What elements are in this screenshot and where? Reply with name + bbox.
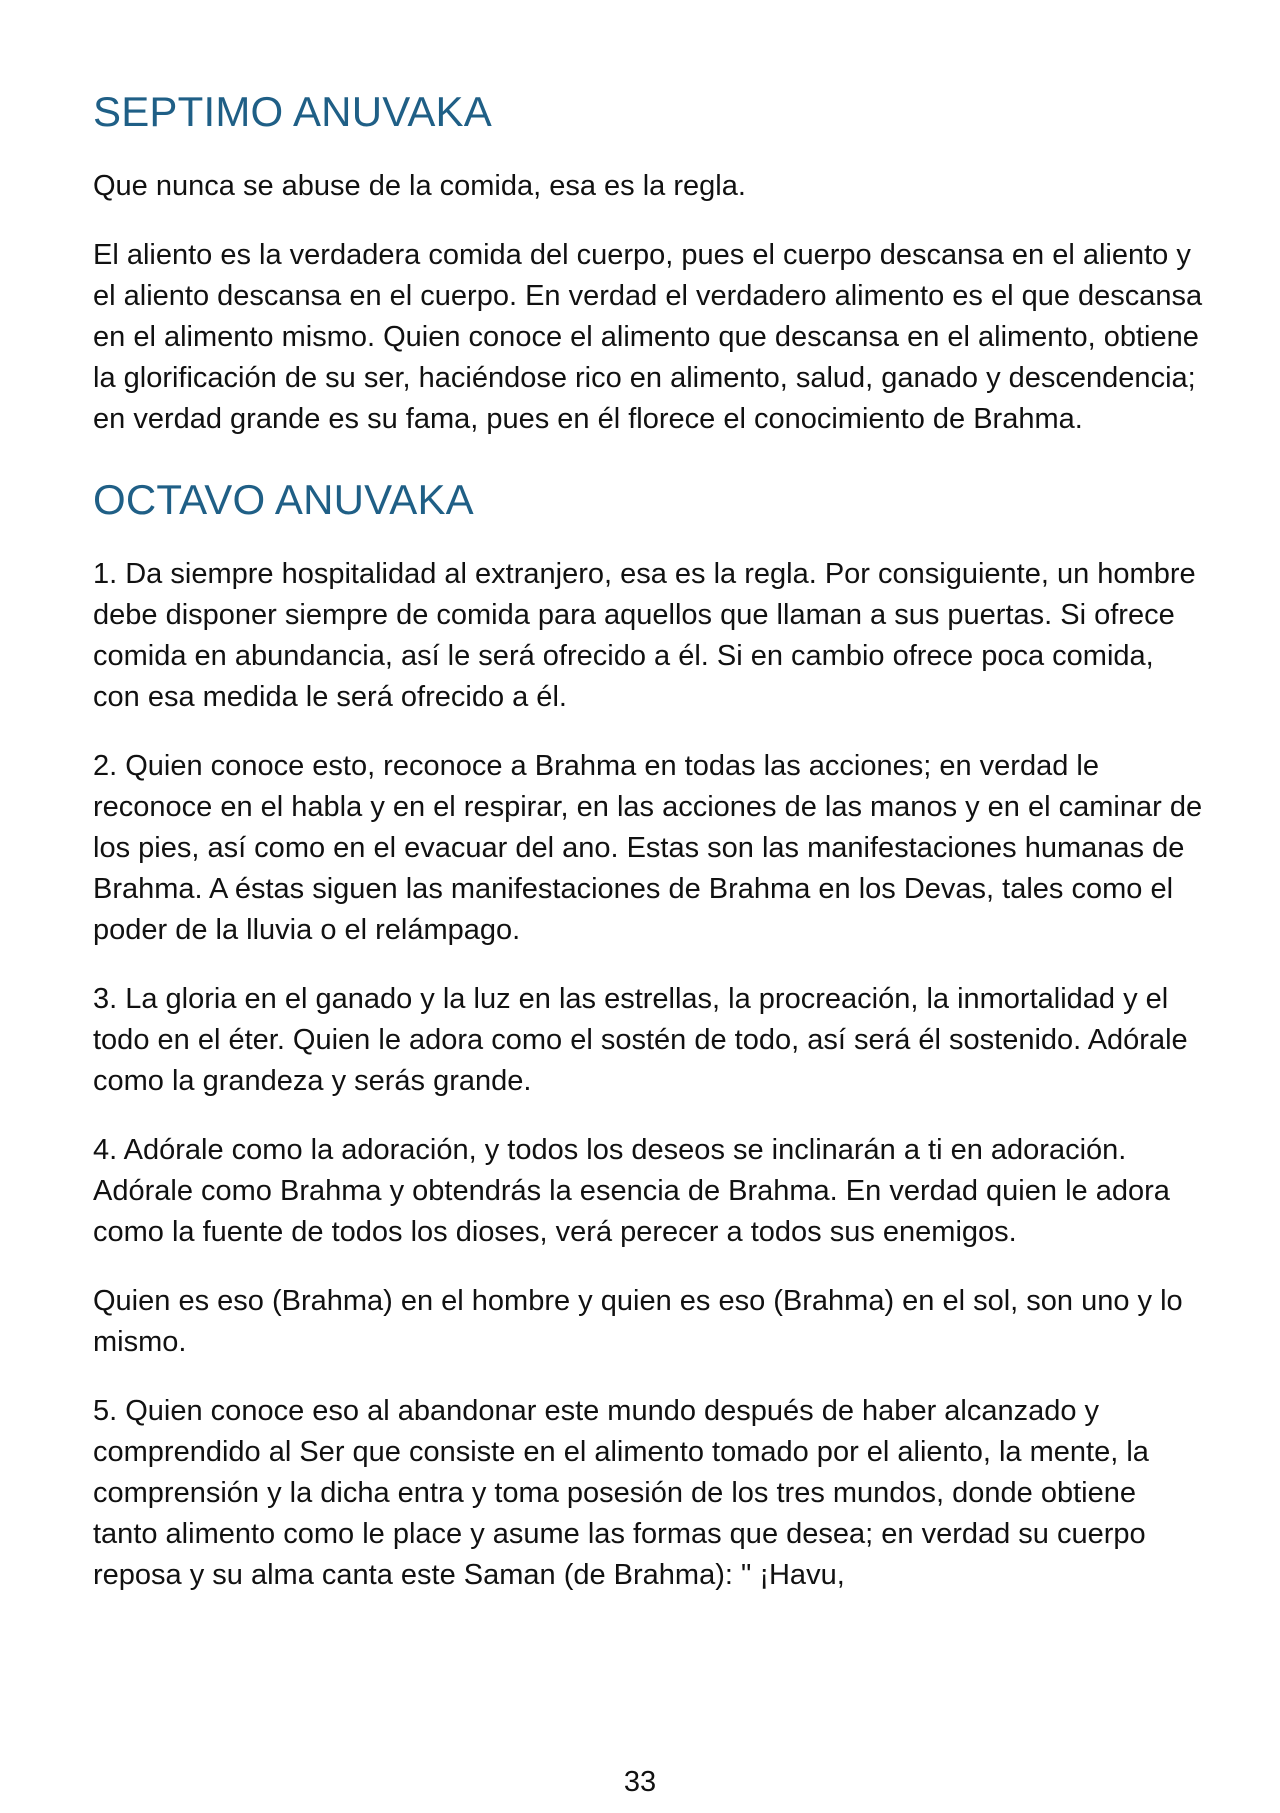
section-heading-septimo: SEPTIMO ANUVAKA [93,88,492,135]
paragraph: 1. Da siempre hospitalidad al extranjero, esa es la regla. Por consiguiente, un hombre debe disponer siempre de comida para aquellos que llaman a sus puertas. Si ofrece comida en abundancia, así le será ofrecido a él. Si en cambio ofrece poca comida, con esa medida le será ofrecido a él. [93,558,1196,713]
paragraph: El aliento es la verdadera comida del cuerpo, pues el cuerpo descansa en el aliento y el aliento descansa en el cuerpo. En verdad el verdadero alimento es el que descansa en el alimento mismo. Quien conoce el alimento que descansa en el alimento, obtiene la glorificación de su ser, haciéndose rico en alimento, salud, ganado y descendencia; en verdad grande es su fama, pues en él florece el conocimiento de Brahma. [93,239,1203,435]
paragraph: Que nunca se abuse de la comida, esa es la regla. [93,170,746,202]
paragraph: Quien es eso (Brahma) en el hombre y quien es eso (Brahma) en el sol, son uno y lo mismo. [93,1285,1183,1358]
section-heading-octavo: OCTAVO ANUVAKA [93,476,474,523]
page-number: 33 [623,1766,657,1798]
paragraph: 2. Quien conoce esto, reconoce a Brahma en todas las acciones; en verdad le reconoce en el habla y en el respirar, en las acciones de las manos y en el caminar de los pies, así como en el evacuar del ano. Estas son las manifestaciones humanas de Brahma. A éstas siguen las manifestaciones de Brahma en los Devas, tales como el poder de la lluvia o el relámpago. [93,750,1203,946]
paragraph: 3. La gloria en el ganado y la luz en las estrellas, la procreación, la inmortalidad y el todo en el éter. Quien le adora como el sostén de todo, así será él sostenido. Adórale como la grandeza y serás grande. [93,983,1188,1097]
paragraph: 4. Adórale como la adoración, y todos los deseos se inclinarán a ti en adoración. Adórale como Brahma y obtendrás la esencia de Brahma. En verdad quien le adora como la fuente de todos los dioses, verá perecer a todos sus enemigos. [93,1134,1170,1248]
paragraph: 5. Quien conoce eso al abandonar este mundo después de haber alcanzado y comprendido al Ser que consiste en el alimento tomado por el aliento, la mente, la comprensión y la dicha entra y toma posesión de los tres mundos, donde obtiene tanto alimento como le place y asume las formas que desea; en verdad su cuerpo reposa y su alma canta este Saman (de Brahma): " ¡Havu, [93,1395,1149,1591]
page-content [93,86,1203,1596]
